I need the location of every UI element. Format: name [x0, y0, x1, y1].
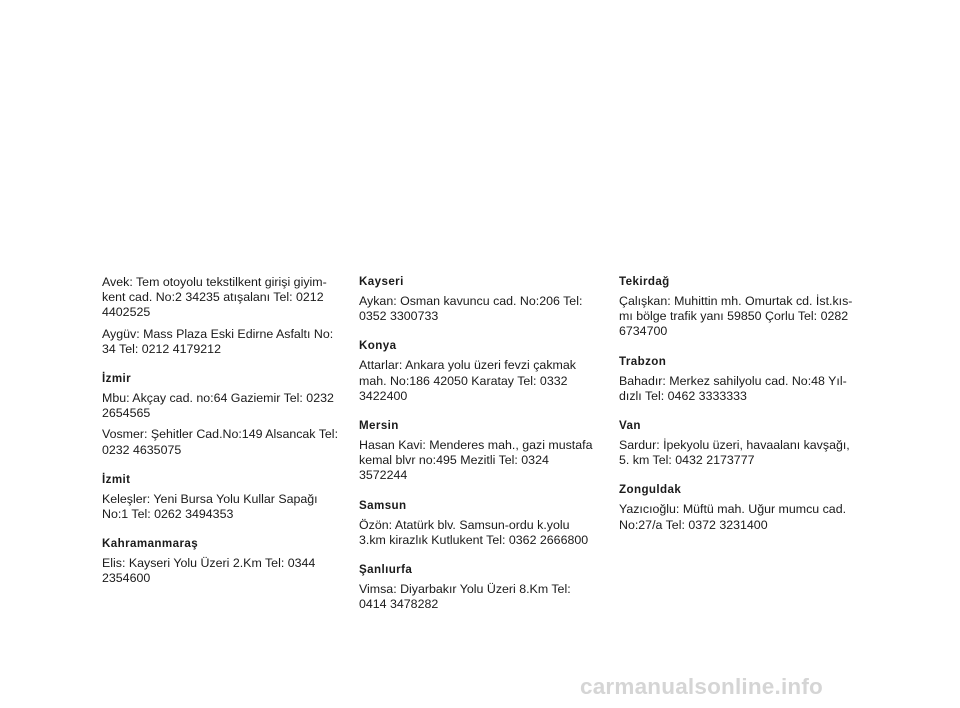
dealer-entry: Keleşler: Yeni Bursa Yolu Kullar Sapağı No:1 Tel: 0262 3494353 — [102, 491, 318, 522]
dealer-entry: Yazıcıoğlu: Müftü mah. Uğur mumcu cad. No:27/a Tel: 0372 3231400 — [619, 502, 847, 532]
dealer-entry: Attarlar: Ankara yolu üzeri fevzi çakmak mah. No:186 42050 Karatay Tel: 0332 3422400 — [359, 358, 576, 403]
city-heading: Tekirdağ — [619, 275, 670, 288]
dealer-entry: Avek: Tem otoyolu tekstilkent girişi giyim- kent cad. No:2 34235 atışalanı Tel: 0212 4402525 — [102, 275, 327, 320]
dealer-entry: Vimsa: Diyarbakır Yolu Üzeri 8.Km Tel: 0414 3478282 — [359, 582, 571, 612]
column-middle — [359, 275, 609, 618]
dealer-entry: Çalışkan: Muhittin mh. Omurtak cd. İst.kıs- mı bölge trafik yanı 59850 Çorlu Tel: 0282 6734700 — [619, 294, 853, 339]
dealer-entry: Özön: Atatürk blv. Samsun-ordu k.yolu 3.km kirazlık Kutlukent Tel: 0362 2666800 — [359, 517, 589, 547]
city-heading: Kahramanmaraş — [102, 537, 199, 551]
city-heading: Van — [619, 419, 641, 433]
dealer-entry: Hasan Kavi: Menderes mah., gazi mustafa kemal blvr no:495 Mezitli Tel: 0324 3572244 — [359, 438, 593, 483]
dealer-entry: Aykan: Osman kavuncu cad. No:206 Tel: 0352 3300733 — [359, 294, 583, 324]
column-left — [102, 275, 352, 593]
city-heading: Zonguldak — [619, 483, 682, 497]
column-right — [619, 275, 869, 539]
dealer-entry: Bahadır: Merkez sahilyolu cad. No:48 Yıl- dızlı Tel: 0462 3333333 — [619, 373, 847, 403]
city-heading: Samsun — [359, 498, 407, 512]
dealer-entry: Aygüv: Mass Plaza Eski Edirne Asfaltı No: 34 Tel: 0212 4179212 — [102, 326, 334, 356]
city-heading: İzmit — [102, 472, 131, 486]
dealer-entry: Elis: Kayseri Yolu Üzeri 2.Km Tel: 0344 2354600 — [102, 556, 316, 586]
city-heading: Şanlıurfa — [359, 563, 413, 577]
dealer-entry: Vosmer: Şehitler Cad.No:149 Alsancak Tel: 0232 4635075 — [102, 427, 339, 457]
watermark: carmanualsonline.info — [580, 674, 823, 699]
city-heading: İzmir — [102, 372, 132, 386]
dealer-entry: Sardur: İpekyolu üzeri, havaalanı kavşağı, 5. km Tel: 0432 2173777 — [619, 438, 850, 468]
dealer-entry: Mbu: Akçay cad. no:64 Gaziemir Tel: 0232 2654565 — [102, 391, 334, 421]
city-heading: Kayseri — [359, 275, 404, 288]
city-heading: Konya — [359, 339, 397, 353]
city-heading: Mersin — [359, 419, 399, 433]
city-heading: Trabzon — [619, 354, 667, 368]
